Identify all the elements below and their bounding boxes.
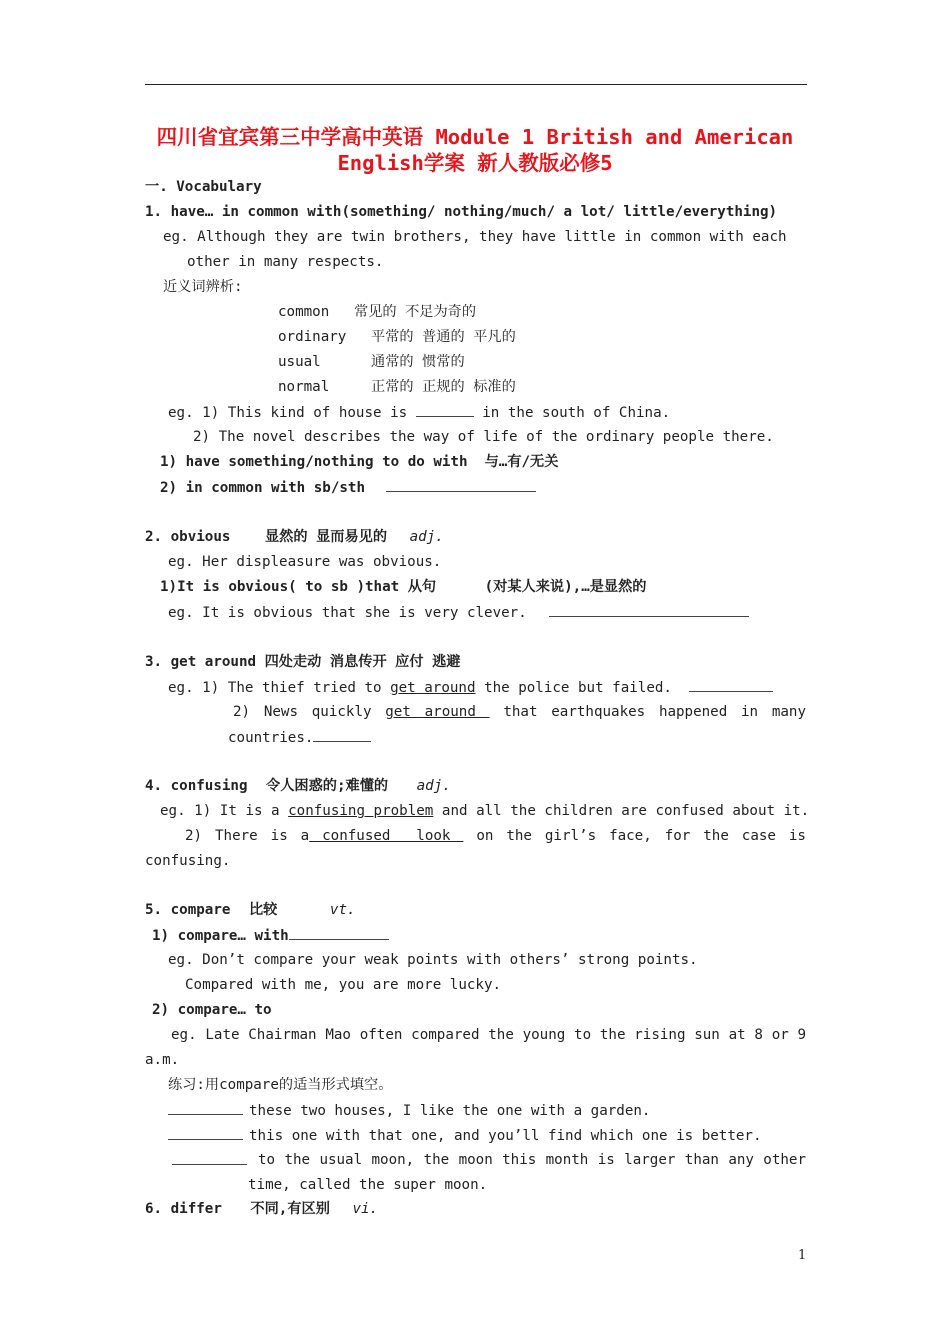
practice-text: this one with that one, and you’ll find which one is better.	[249, 1128, 762, 1144]
word: sun	[694, 1027, 720, 1043]
part-of-speech: vi.	[352, 1201, 379, 1217]
answer-blank[interactable]	[416, 402, 474, 417]
word: quickly	[311, 704, 372, 720]
word: this	[502, 1152, 537, 1168]
word: at	[728, 1027, 746, 1043]
item2-word: 2. obvious	[145, 529, 231, 545]
underlined-phrase: get around	[385, 704, 490, 720]
exercise-a-after: in the south of China.	[482, 405, 671, 421]
word: to	[258, 1152, 276, 1168]
synonym-meaning: 平常的 普通的 平凡的	[371, 329, 516, 345]
phrase2-text: 2) in common with sb/sth	[160, 480, 365, 496]
item1-phrase1	[160, 452, 558, 472]
item1-example-line1: eg. Although they are twin brothers, they have little in common with each	[163, 229, 787, 245]
example2-text: eg. It is obvious that she is very clever.	[168, 605, 527, 621]
word: or	[771, 1027, 789, 1043]
word: often	[359, 1027, 403, 1043]
word: 2)	[233, 704, 251, 720]
item2-heading	[145, 527, 444, 547]
word: young	[522, 1027, 566, 1043]
word: that	[503, 704, 538, 720]
word: girl’s	[544, 828, 597, 844]
synonym-meaning: 常见的 不足为奇的	[354, 304, 477, 320]
word: many	[771, 704, 807, 720]
word: the	[488, 1027, 514, 1043]
item3-heading	[145, 652, 460, 672]
word: There	[215, 828, 258, 844]
item4-example2-cont: confusing.	[145, 853, 231, 869]
example-text: countries.	[228, 730, 314, 746]
word: in	[741, 704, 759, 720]
word: the	[599, 1027, 626, 1043]
word: earthquakes	[551, 704, 646, 720]
word: Late	[205, 1027, 240, 1043]
word: compared	[411, 1027, 480, 1043]
item6-heading	[145, 1199, 378, 1219]
synonym-word: normal	[278, 379, 330, 395]
word: for	[664, 828, 691, 844]
phrase1-chinese: 与…有/无关	[484, 454, 559, 470]
item2-pattern	[160, 577, 647, 597]
item5-sub2-example-cont: a.m.	[145, 1052, 180, 1068]
item4-example2	[185, 826, 806, 846]
answer-blank[interactable]	[313, 727, 371, 742]
word: News	[263, 704, 298, 720]
word: the	[703, 828, 729, 844]
item5-sub2-example	[171, 1025, 806, 1045]
word: the	[506, 828, 532, 844]
word: case	[741, 828, 776, 844]
answer-blank[interactable]	[549, 602, 749, 617]
item1-exercise-b: 2) The novel describes the way of life of the ordinary people there.	[193, 429, 774, 445]
item5-sub1-example2: Compared with me, you are more lucky.	[185, 977, 502, 993]
word: rising	[634, 1027, 686, 1043]
item3-example2-cont	[228, 727, 371, 748]
item1-exercise-a	[168, 402, 670, 423]
item1-heading: 1. have… in common with(something/ nothing/much/ a lot/ little/everything)	[145, 204, 778, 220]
word: on	[476, 828, 494, 844]
page-number: 1	[798, 1248, 807, 1263]
pattern-chinese: (对某人来说),…是显然的	[484, 579, 647, 595]
underlined-phrase: get around	[390, 680, 476, 696]
synonym-word: usual	[278, 354, 321, 370]
word: 9	[797, 1027, 807, 1043]
example-text: eg. 1) It is a	[160, 803, 280, 819]
header-rule	[145, 84, 807, 85]
doc-title-line1: 四川省宜宾第三中学高中英语 Module 1 British and American	[156, 125, 794, 149]
practice-item-3	[258, 1150, 806, 1170]
item4-example1	[160, 801, 809, 821]
item4-word: 4. confusing	[145, 778, 248, 794]
item1-phrase2	[160, 477, 536, 498]
underlined-phrase: confusing problem	[288, 803, 434, 819]
practice-item-1	[168, 1100, 650, 1121]
item5-sub1-example1: eg. Don’t compare your weak points with others’ strong points.	[168, 952, 698, 968]
synonym-word: common	[278, 304, 330, 320]
item6-word: 6. differ	[145, 1201, 222, 1217]
word: to	[574, 1027, 592, 1043]
item4-meaning: 令人困惑的;难懂的	[266, 778, 389, 794]
word: is	[597, 1152, 615, 1168]
word: any	[728, 1152, 754, 1168]
word: a	[300, 828, 310, 844]
pattern-english: 1)It is obvious( to sb )that 从句	[160, 579, 437, 595]
answer-blank[interactable]	[172, 1150, 247, 1165]
exercise-a-before: eg. 1) This kind of house is	[168, 405, 408, 421]
answer-blank[interactable]	[168, 1125, 243, 1140]
item5-sub1	[152, 925, 389, 946]
item5-word: 5. compare	[145, 902, 231, 918]
synonym-title: 近义词辨析:	[163, 279, 243, 295]
word: 8	[754, 1027, 763, 1043]
practice-text: these two houses, I like the one with a garden.	[249, 1103, 651, 1119]
item3-word: 3. get around	[145, 654, 257, 670]
word: moon,	[371, 1152, 415, 1168]
example-text: eg. 1) The thief tried to	[168, 680, 382, 696]
synonym-meaning: 正常的 正规的 标准的	[371, 379, 516, 395]
answer-blank[interactable]	[168, 1100, 243, 1115]
item5-heading	[145, 900, 356, 920]
item6-meaning: 不同,有区别	[250, 1201, 330, 1217]
item4-heading	[145, 776, 451, 796]
practice-title: 练习:用compare的适当形式填空。	[168, 1077, 393, 1093]
item3-example2	[233, 702, 806, 722]
word: other	[763, 1152, 807, 1168]
word: face,	[609, 828, 652, 844]
word: the	[423, 1152, 450, 1168]
word: Mao	[325, 1027, 351, 1043]
answer-blank[interactable]	[289, 925, 389, 940]
word: the	[284, 1152, 311, 1168]
word: happened	[658, 704, 728, 720]
underlined-phrase: confused look	[309, 828, 464, 844]
item3-meaning: 四处走动 消息传开 应付 逃避	[264, 654, 461, 670]
part-of-speech: vt.	[329, 902, 356, 918]
example-text: and all the children are confused about it.	[441, 803, 810, 819]
example-text: the police but failed.	[484, 680, 672, 696]
synonym-meaning: 通常的 惯常的	[371, 354, 465, 370]
word: usual	[319, 1152, 363, 1168]
part-of-speech: adj.	[416, 778, 451, 794]
word: larger	[624, 1152, 676, 1168]
item2-example: eg. Her displeasure was obvious.	[168, 554, 442, 570]
part-of-speech: adj.	[409, 529, 444, 545]
item2-meaning: 显然的 显而易见的	[264, 529, 388, 545]
practice-item-2	[168, 1125, 762, 1146]
item5-sub2: 2) compare… to	[152, 1002, 272, 1018]
synonym-word: ordinary	[278, 329, 347, 345]
word: is	[270, 828, 288, 844]
answer-blank[interactable]	[689, 677, 773, 692]
item1-example-line2: other in many respects.	[187, 254, 384, 270]
sub1-text: 1) compare… with	[152, 928, 289, 944]
item5-meaning: 比较	[248, 902, 278, 918]
practice-item-3-cont: time, called the super moon.	[248, 1177, 488, 1193]
section-heading: 一. Vocabulary	[145, 179, 262, 195]
word: eg.	[171, 1027, 197, 1043]
word: is	[788, 828, 806, 844]
item3-example1	[168, 677, 773, 698]
word: moon	[458, 1152, 493, 1168]
doc-title-line2: English学案 新人教版必修5	[337, 151, 613, 175]
word: month	[545, 1152, 589, 1168]
phrase1-english: 1) have something/nothing to do with	[160, 454, 468, 470]
word: 2)	[185, 828, 203, 844]
item2-example2	[168, 602, 749, 623]
word: than	[684, 1152, 719, 1168]
answer-blank[interactable]	[386, 477, 536, 492]
word: Chairman	[248, 1027, 317, 1043]
